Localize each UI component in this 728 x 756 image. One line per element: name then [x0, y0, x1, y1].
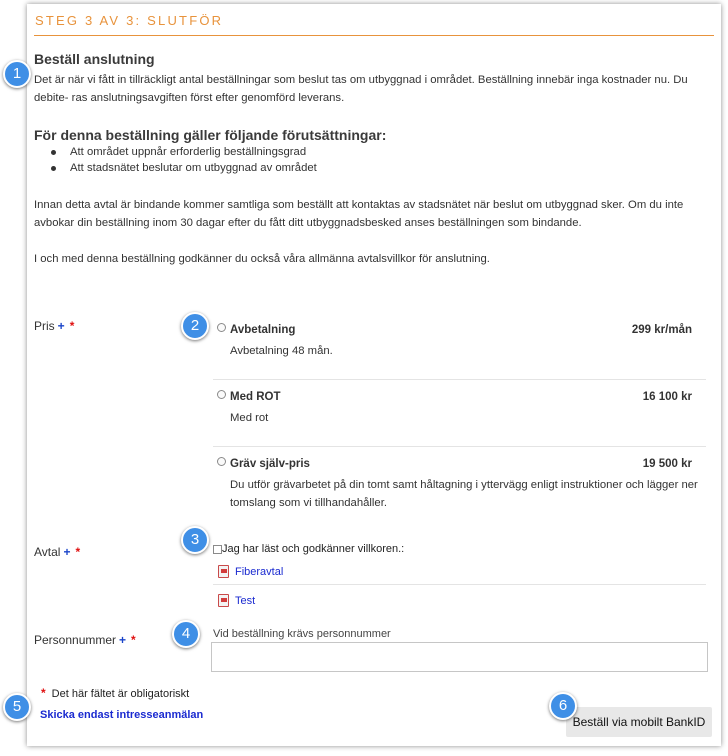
send-interest-link[interactable]: Skicka endast intresseanmälan [40, 709, 204, 721]
list-item: Att stadsnätet beslutar om utbyggnad av området [34, 160, 317, 176]
order-bankid-button[interactable]: Beställ via mobilt BankID [566, 707, 712, 737]
required-marker: * [75, 545, 81, 559]
radio-button[interactable] [217, 457, 226, 466]
annotation-badge: 5 [3, 693, 31, 721]
option-price: 19 500 kr [642, 458, 692, 470]
annotation-badge: 6 [549, 692, 577, 720]
required-marker: * [69, 319, 75, 333]
radio-button[interactable] [217, 390, 226, 399]
order-form-card [27, 4, 721, 746]
agreement-label-text: Avtal [34, 545, 61, 559]
binding-text: Innan detta avtal är bindande kommer samtliga som beställt att kontaktas av stadsnätet när beslut om utbyggnad sker. Om du inte avbokar din beställning inom 30 dagar efter du fått ditt utbyggnadsbesked anses beställningen som bindande. [34, 199, 684, 229]
step-title: STEG 3 AV 3: SLUTFÖR [35, 13, 224, 28]
option-name: Gräv själv-pris [230, 458, 310, 470]
pdf-icon[interactable] [218, 565, 229, 578]
plus-icon[interactable]: + [119, 633, 127, 647]
document-divider [213, 584, 706, 585]
option-price: 299 kr/mån [631, 324, 692, 336]
required-note-text: Det här fältet är obligatoriskt [51, 688, 190, 700]
price-option-med-rot[interactable] [213, 387, 706, 447]
plus-icon[interactable]: + [57, 319, 65, 333]
option-price: 16 100 kr [642, 391, 692, 403]
test-document-link[interactable]: Test [235, 595, 256, 607]
radio-button[interactable] [217, 323, 226, 332]
intro-text: Det är när vi fått in tillräckligt antal beställningar som beslut tas om utbyggnad i området. Beställning innebär inga kostnader nu. Du debite- ras anslutningsavgiften först efter genomförd leverans. [34, 74, 688, 104]
plus-icon[interactable]: + [63, 545, 71, 559]
option-divider [213, 446, 706, 447]
required-marker: * [131, 633, 136, 647]
annotation-badge: 1 [3, 60, 31, 88]
section-heading: Beställ anslutning [34, 51, 155, 67]
price-field-label [34, 319, 74, 333]
personal-number-label-text: Personnummer [34, 633, 117, 647]
personal-number-field-label [34, 633, 136, 647]
price-option-avbetalning[interactable] [213, 320, 706, 386]
option-name: Med ROT [230, 391, 281, 403]
step-divider [34, 35, 714, 36]
price-option-grav-sjalv[interactable] [213, 454, 706, 524]
required-note [41, 686, 189, 700]
conditions-heading: För denna beställning gäller följande förutsättningar: [34, 127, 387, 143]
option-description: Med rot [230, 412, 269, 424]
required-marker: * [41, 686, 46, 700]
conditions-list [34, 144, 317, 176]
accept-terms-label[interactable]: Jag har läst och godkänner villkoren.: [222, 543, 405, 555]
option-description: Du utför grävarbetet på din tomt samt håltagning i yttervägg enligt instruktioner och lägger ner tomslang som vi tillhandahåller. [230, 479, 698, 509]
pdf-icon[interactable] [218, 594, 229, 607]
option-name: Avbetalning [230, 324, 296, 336]
personal-number-hint: Vid beställning krävs personnummer [213, 628, 391, 640]
annotation-badge: 2 [181, 312, 209, 340]
annotation-badge: 4 [172, 620, 200, 648]
agreement-field-label [34, 545, 80, 559]
price-label-text: Pris [34, 319, 55, 333]
fiberavtal-link[interactable]: Fiberavtal [235, 566, 284, 578]
accept-terms-checkbox[interactable] [213, 545, 222, 554]
option-divider [213, 379, 706, 380]
option-description: Avbetalning 48 mån. [230, 345, 333, 357]
annotation-badge: 3 [181, 526, 209, 554]
personal-number-input[interactable] [211, 642, 708, 672]
list-item: Att området uppnår erforderlig beställningsgrad [34, 144, 317, 160]
approval-text: I och med denna beställning godkänner du också våra allmänna avtalsvillkor för anslutning. [34, 253, 490, 265]
